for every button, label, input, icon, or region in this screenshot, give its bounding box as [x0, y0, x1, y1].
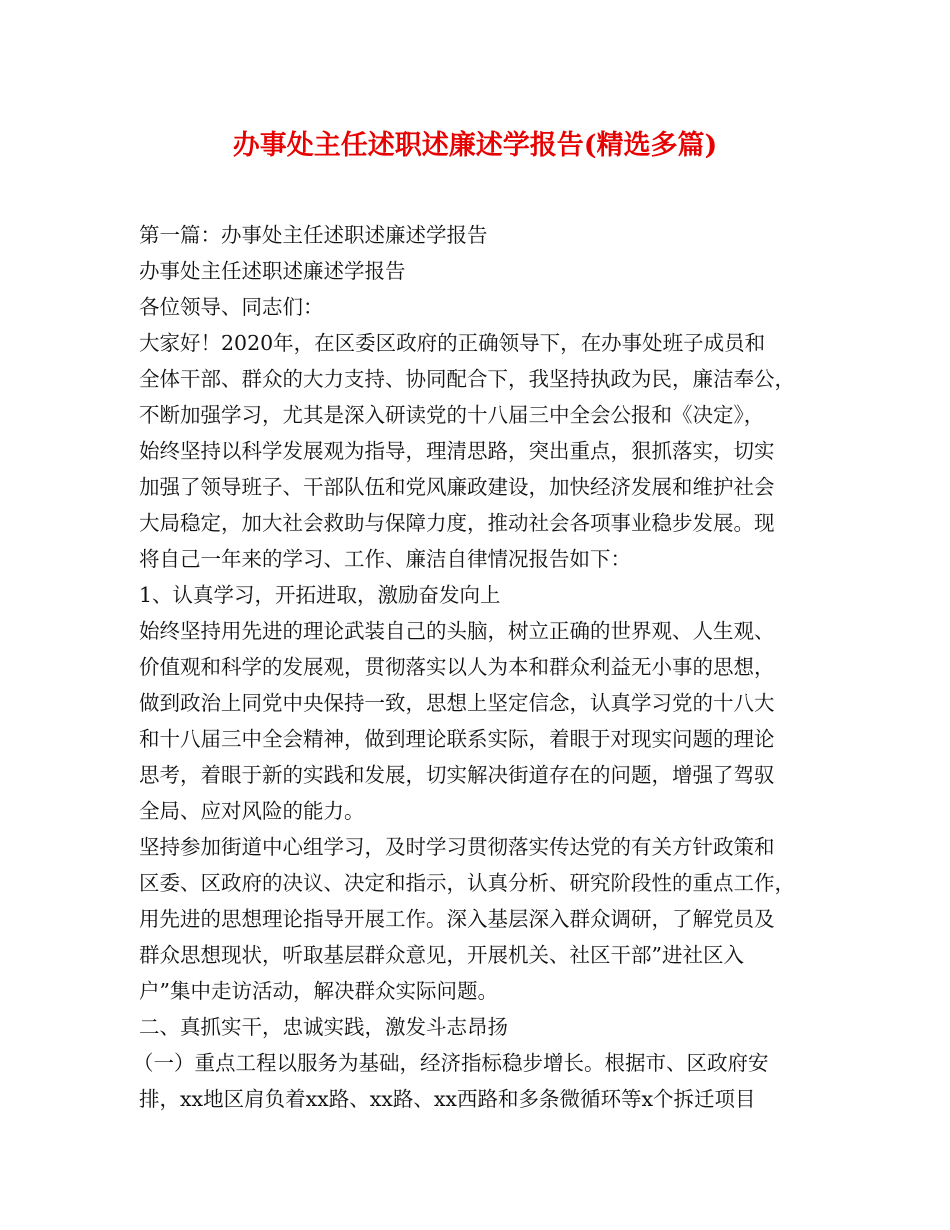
paragraph-line: 全体干部、群众的大力支持、协同配合下，我坚持执政为民，廉洁奉公， — [139, 367, 795, 391]
paragraph-line: 做到政治上同党中央保持一致，思想上坚定信念，认真学习党的十八大 — [139, 691, 775, 715]
paragraph-line: 将自己一年来的学习、工作、廉洁自律情况报告如下： — [139, 547, 631, 571]
paragraph-line: 始终坚持以科学发展观为指导，理清思路，突出重点，狠抓落实，切实 — [139, 439, 775, 463]
section-heading-practice: 二、真抓实干，忠诚实践，激发斗志昂扬 — [139, 1015, 508, 1039]
paragraph-line: 始终坚持用先进的理论武装自己的头脑，树立正确的世界观、人生观、 — [139, 619, 775, 643]
paragraph-line: 加强了领导班子、干部队伍和党风廉政建设，加快经济发展和维护社会 — [139, 475, 775, 499]
paragraph-line: 群众思想现状，听取基层群众意见，开展机关、社区干部”进社区入 — [139, 943, 744, 967]
subsection-heading-key-projects: （一）重点工程以服务为基础，经济指标稳步增长。根据市、区政府安 — [133, 1051, 769, 1075]
paragraph-line: 户”集中走访活动，解决群众实际问题。 — [139, 979, 498, 1003]
section-heading-study: 1、认真学习，开拓进取，激励奋发向上 — [139, 583, 501, 607]
paragraph-line: 用先进的思想理论指导开展工作。深入基层深入群众调研，了解党员及 — [139, 907, 775, 931]
paragraph-line: 区委、区政府的决议、决定和指示，认真分析、研究阶段性的重点工作， — [139, 871, 795, 895]
paragraph-line: 大局稳定，加大社会救助与保障力度，推动社会各项事业稳步发展。现 — [139, 511, 775, 535]
paragraph-line: 全局、应对风险的能力。 — [139, 799, 365, 823]
paragraph-line: 思考，着眼于新的实践和发展，切实解决街道存在的问题，增强了驾驭 — [139, 763, 775, 787]
section-heading-part-one: 第一篇：办事处主任述职述廉述学报告 — [139, 223, 488, 247]
paragraph-line: 坚持参加街道中心组学习，及时学习贯彻落实传达党的有关方针政策和 — [139, 835, 775, 859]
salutation: 各位领导、同志们： — [139, 295, 324, 319]
document-title: 办事处主任述职述廉述学报告(精选多篇) — [232, 130, 718, 161]
report-subtitle: 办事处主任述职述廉述学报告 — [139, 259, 406, 283]
paragraph-line: 排，xx地区肩负着xx路、xx路、xx西路和多条微循环等x个拆迁项目 — [139, 1087, 756, 1111]
paragraph-line: 和十八届三中全会精神，做到理论联系实际，着眼于对现实问题的理论 — [139, 727, 775, 751]
paragraph-line: 价值观和科学的发展观，贯彻落实以人为本和群众利益无小事的思想， — [139, 655, 775, 679]
paragraph-line: 大家好！2020年，在区委区政府的正确领导下，在办事处班子成员和 — [139, 331, 766, 355]
paragraph-line: 不断加强学习，尤其是深入研读党的十八届三中全会公报和《决定》， — [139, 403, 765, 427]
document-body — [133, 217, 829, 1117]
